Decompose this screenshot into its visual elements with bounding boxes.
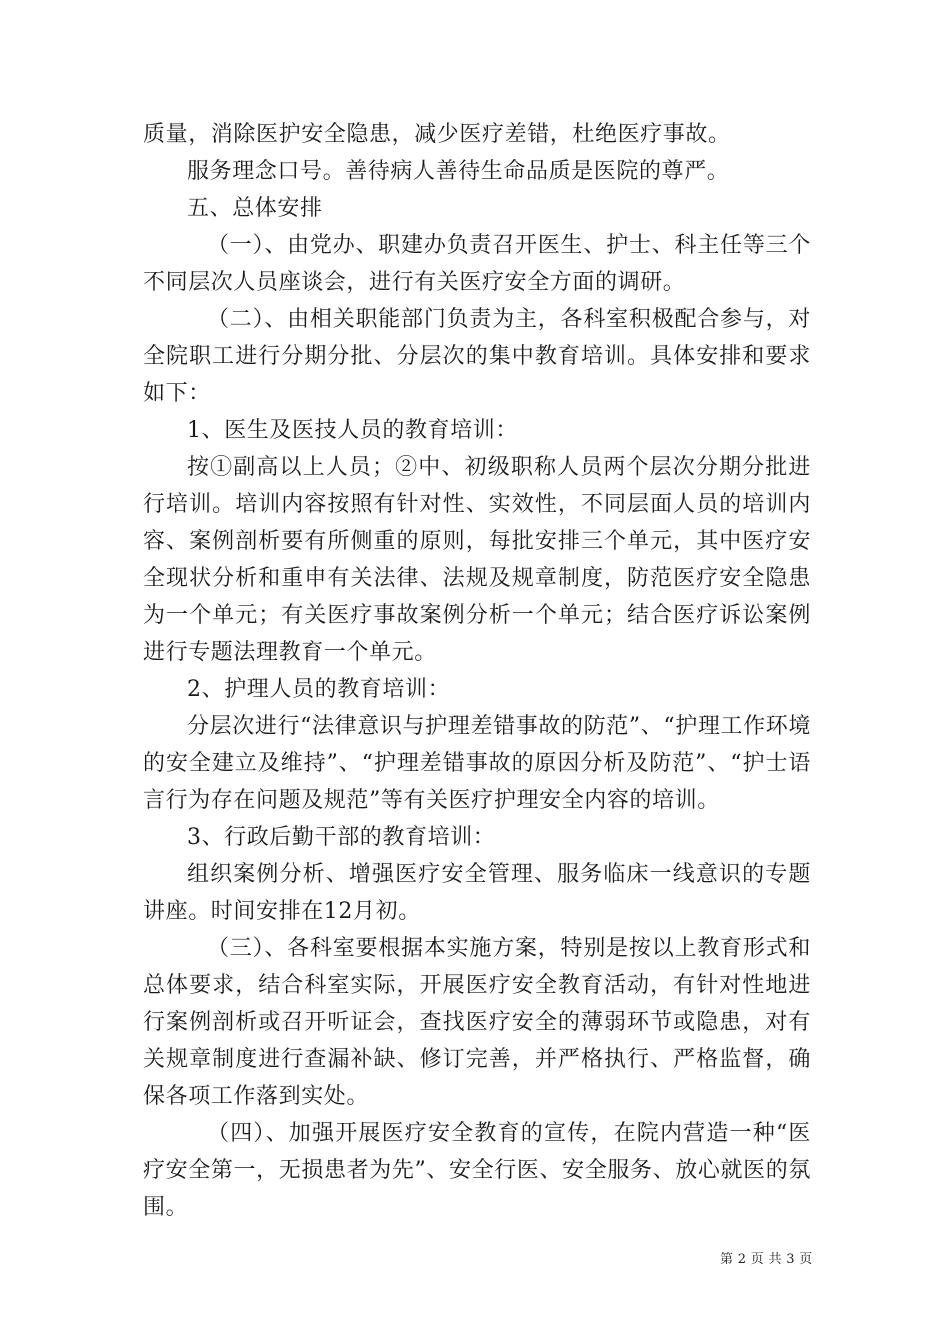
paragraph-service-slogan: 服务理念口号。善待病人善待生命品质是医院的尊严。 <box>187 159 730 184</box>
document-body <box>143 116 811 1226</box>
section-heading-overall-arrangement: 五、总体安排 <box>187 196 323 221</box>
subheading-doctor-training: 1、医生及医技人员的教育培训： <box>187 418 518 443</box>
paragraph-item-2: （二）、由相关职能部门负责为主，各科室积极配合参与，对全院职工进行分期分批、分层次的集中教育培训。具体安排和要求如下： <box>143 307 811 406</box>
paragraph-doctor-training: 按①副高以上人员；②中、初级职称人员两个层次分期分批进行培训。培训内容按照有针对性、实效性，不同层面人员的培训内容、案例剖析要有所侧重的原则，每批安排三个单元，其中医疗安全现状分析和重申有关法律、法规及规章制度，防范医疗安全隐患为一个单元；有关医疗事故案例分析一个单元；结合医疗诉讼案例进行专题法理教育一个单元。 <box>143 455 811 665</box>
paragraph-admin-training: 组织案例分析、增强医疗安全管理、服务临床一线意识的专题讲座。时间安排在12月初。 <box>143 862 811 924</box>
subheading-admin-training: 3、行政后勤干部的教育培训： <box>187 825 496 850</box>
page-number-footer: 第 2 页 共 3 页 <box>720 1252 813 1267</box>
paragraph-item-1: （一）、由党办、职建办负责召开医生、护士、科主任等三个不同层次人员座谈会，进行有关医疗安全方面的调研。 <box>143 233 811 295</box>
paragraph-nurse-training: 分层次进行“法律意识与护理差错事故的防范”、“护理工作环境的安全建立及维持”、“护理差错事故的原因分析及防范”、“护士语言行为存在问题及规范”等有关医疗护理安全内容的培训。 <box>143 714 811 813</box>
paragraph-item-3: （三）、各科室要根据本实施方案，特别是按以上教育形式和总体要求，结合科室实际，开展医疗安全教育活动，有针对性地进行案例剖析或召开听证会，查找医疗安全的薄弱环节或隐患，对有关规章制度进行查漏补缺、修订完善，并严格执行、严格监督，确保各项工作落到实处。 <box>143 936 811 1109</box>
subheading-nurse-training: 2、护理人员的教育培训： <box>187 677 451 702</box>
paragraph-quality: 质量，消除医护安全隐患，减少医疗差错，杜绝医疗事故。 <box>143 122 731 147</box>
paragraph-item-4: （四）、加强开展医疗安全教育的宣传，在院内营造一种“医疗安全第一，无损患者为先”、安全行医、安全服务、放心就医的氛围。 <box>143 1121 811 1220</box>
